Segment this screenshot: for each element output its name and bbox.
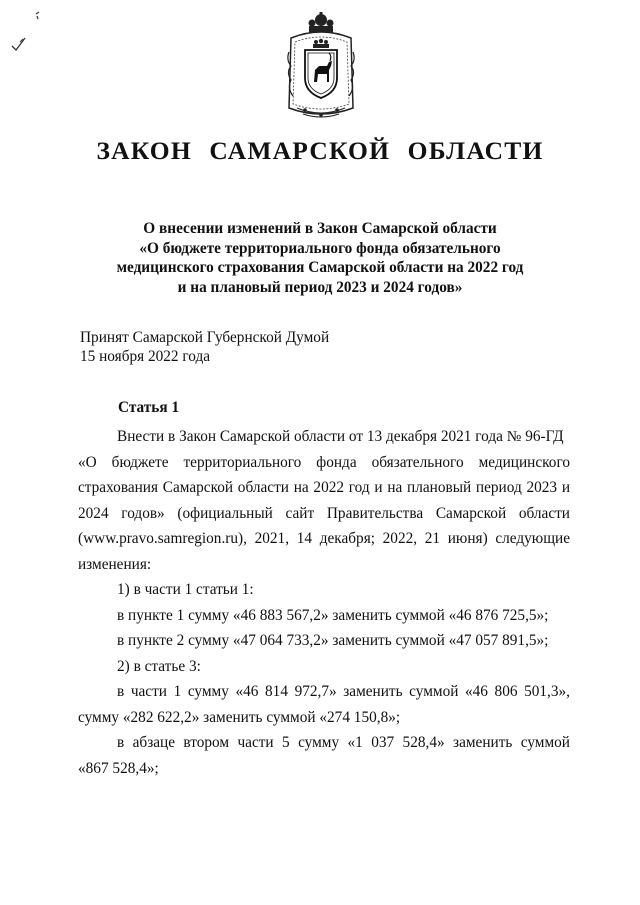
text-line: «867 528,4»; bbox=[78, 759, 159, 777]
text-line: в части 1 сумму «46 814 972,7» заменить суммой «46 806 501,3», bbox=[117, 683, 570, 700]
text-line: 2024 годов» (официальный сайт Правительства Самарской области bbox=[78, 504, 570, 522]
samara-coat-of-arms-icon bbox=[285, 12, 357, 122]
subtitle-line: медицинского страхования Самарской области на 2022 год bbox=[116, 259, 524, 276]
text-line: страхования Самарской области на 2022 год и на плановый период 2023 и bbox=[78, 479, 570, 496]
law-subtitle bbox=[60, 219, 580, 297]
text-line: изменения: bbox=[78, 555, 152, 573]
subtitle-line: О внесении изменений в Закон Самарской области bbox=[143, 220, 497, 237]
adoption-block bbox=[80, 329, 329, 366]
subtitle-line: «О бюджете территориального фонда обязательного bbox=[139, 239, 501, 257]
article-body bbox=[78, 424, 570, 781]
text-line: 1) в части 1 статьи 1: bbox=[117, 581, 254, 598]
text-line: (www.pravo.samregion.ru), 2021, 14 декабря; 2022, 21 июня) следующие bbox=[78, 530, 570, 547]
adoption-body: Принят Самарской Губернской Думой bbox=[80, 329, 330, 346]
adoption-date: 15 ноября 2022 года bbox=[80, 347, 211, 365]
text-line: сумму «282 622,2» заменить суммой «274 150,8»; bbox=[78, 708, 401, 726]
text-line: Внести в Закон Самарской области от 13 декабря 2021 года № 96-ГД bbox=[117, 428, 564, 445]
text-line: «О бюджете территориального фонда обязательного медицинского bbox=[78, 453, 570, 471]
text-line: в пункте 2 сумму «47 064 733,2» заменить суммой «47 057 891,5»; bbox=[117, 632, 549, 649]
text-line: в абзаце втором части 5 сумму «1 037 528,4» заменить суммой bbox=[117, 734, 570, 751]
law-title: ЗАКОН САМАРСКОЙ ОБЛАСТИ bbox=[96, 136, 544, 165]
article-title: Статья 1 bbox=[118, 399, 180, 416]
text-line: 2) в статье 3: bbox=[117, 657, 201, 675]
subtitle-line: и на плановый период 2023 и 2024 годов» bbox=[177, 278, 463, 296]
handwritten-check-mark-icon bbox=[6, 8, 46, 58]
text-line: в пункте 1 сумму «46 883 567,2» заменить суммой «46 876 725,5»; bbox=[117, 606, 549, 624]
